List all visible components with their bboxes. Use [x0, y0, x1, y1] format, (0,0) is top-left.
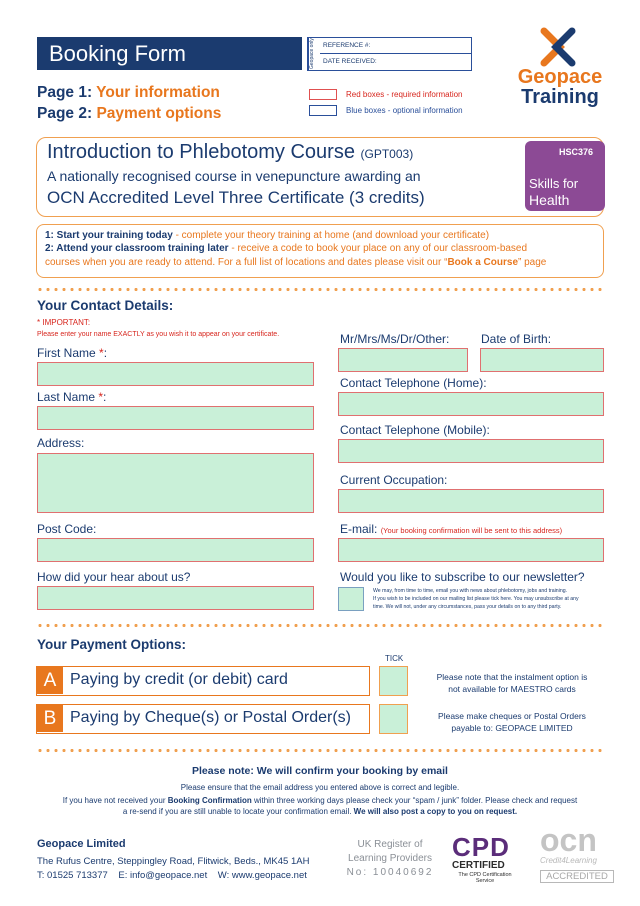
option-a-note-1: Please note that the instalment option is — [436, 672, 588, 682]
first-name-text: First Name — [37, 346, 96, 360]
logo-geopace-text: Geopace — [517, 66, 603, 88]
spam-note-line1 — [0, 796, 640, 805]
course-title — [47, 141, 413, 164]
contact-section-title: Your Contact Details: — [37, 298, 174, 313]
legend-optional-text: Blue boxes - optional information — [346, 106, 463, 115]
email-note: (Your booking confirmation will be sent to this address) — [380, 526, 563, 535]
skills-for-health-badge — [525, 141, 605, 211]
email-label-line — [340, 522, 562, 536]
office-use-label: Geopace only — [308, 38, 320, 70]
confirm-note: Please note: We will confirm your booking by email — [192, 765, 448, 777]
ukrlp-info — [340, 838, 440, 880]
footer-phone: T: 01525 713377 — [37, 870, 108, 881]
ocn-text: ocn — [540, 822, 597, 858]
step2-end: ” page — [518, 257, 547, 268]
tick-label: TICK — [385, 654, 404, 663]
address-label: Address: — [37, 436, 85, 450]
footer-company: Geopace Limited — [37, 838, 126, 850]
dob-label: Date of Birth: — [481, 332, 552, 346]
ukrlp-line3: No: 10040692 — [346, 867, 434, 878]
option-b-note — [422, 710, 602, 734]
option-a-tick-box[interactable] — [379, 666, 408, 696]
step-2-cont — [45, 256, 546, 269]
legend-required-box — [309, 89, 337, 100]
option-b-letter: B — [37, 705, 63, 732]
address-field[interactable] — [37, 453, 314, 513]
tel-home-label: Contact Telephone (Home): — [340, 376, 487, 390]
spam-note-1c: within three working days please check your “spam / junk” folder. Please check and request — [251, 796, 578, 805]
course-subtitle: A nationally recognised course in venepuncture awarding an — [47, 168, 421, 184]
step2-text2: courses when you are ready to attend. For a full list of locations and dates please visit our “ — [45, 257, 448, 268]
important-line — [37, 318, 90, 327]
spam-note-line2 — [0, 807, 640, 816]
geopace-logo-icon — [540, 27, 576, 67]
newsletter-fine-print — [373, 587, 579, 611]
page2-label: Payment options — [96, 105, 222, 122]
tel-mobile-label: Contact Telephone (Mobile): — [340, 423, 490, 437]
logo-training-text: Training — [521, 86, 599, 108]
date-received-field: DATE RECEIVED: — [323, 58, 377, 65]
hear-about-label: How did your hear about us? — [37, 570, 191, 584]
post-code-label: Post Code: — [37, 522, 97, 536]
page2-prefix: Page 2: — [37, 105, 93, 122]
payment-option-b — [36, 704, 370, 734]
ensure-note: Please ensure that the email address you entered above is correct and legible. — [180, 783, 460, 792]
legend-required-text: Red boxes - required information — [346, 90, 463, 99]
first-name-required: * — [99, 346, 104, 360]
course-code: (GPT003) — [360, 147, 414, 161]
option-b-note-2: payable to: GEOPACE LIMITED — [451, 723, 573, 733]
option-a-letter: A — [37, 667, 63, 694]
spam-note-1b: Booking Confirmation — [167, 796, 252, 805]
page1-label: Your information — [96, 84, 220, 101]
badge-line1: Skills for — [529, 176, 579, 191]
ukrlp-line1: UK Register of — [357, 839, 423, 850]
payment-option-a — [36, 666, 370, 696]
first-name-field[interactable] — [37, 362, 314, 386]
spam-note-2a: a re-send if you are still unable to locate your confirmation email. — [122, 807, 354, 816]
divider — [36, 288, 606, 291]
newsletter-label: Would you like to subscribe to our newsletter? — [340, 570, 585, 584]
ukrlp-line2: Learning Providers — [348, 853, 432, 864]
footer-address: The Rufus Centre, Steppingley Road, Flitwick, Beds., MK45 1AH — [37, 856, 310, 867]
reference-field: REFERENCE #: — [320, 38, 471, 54]
option-a-text: Paying by credit (or debit) card — [70, 671, 288, 688]
occupation-field[interactable] — [338, 489, 604, 513]
page1-line — [37, 84, 220, 102]
email-field[interactable] — [338, 538, 604, 562]
option-b-note-1: Please make cheques or Postal Orders — [438, 711, 586, 721]
form-title: Booking Form — [37, 37, 302, 70]
dob-field[interactable] — [480, 348, 604, 372]
step-2 — [45, 242, 527, 255]
title-label: Mr/Mrs/Ms/Dr/Other: — [340, 332, 450, 346]
page1-prefix: Page 1: — [37, 84, 93, 101]
step-1 — [45, 229, 489, 242]
option-b-tick-box[interactable] — [379, 704, 408, 734]
cpd-text: CPD — [452, 832, 510, 862]
footer-web[interactable]: W: www.geopace.net — [217, 870, 307, 881]
spam-note-2b: We will also post a copy to you on request. — [353, 807, 518, 816]
ocn-credit4learning: Credit4Learning — [540, 856, 597, 865]
newsletter-fine-1: We may, from time to time, email you with news about phlebotomy, jobs and training. — [373, 588, 568, 594]
steps-box — [36, 224, 604, 278]
last-name-colon: : — [103, 390, 107, 404]
badge-code: HSC376 — [558, 147, 593, 157]
post-code-field[interactable] — [37, 538, 314, 562]
cpd-service-1: The CPD Certification — [458, 872, 512, 878]
last-name-text: Last Name — [37, 390, 96, 404]
option-a-note — [422, 671, 602, 695]
option-a-note-2: not available for MAESTRO cards — [448, 684, 576, 694]
email-label: E-mail: — [340, 522, 378, 536]
first-name-colon: : — [103, 346, 108, 360]
footer-contacts — [37, 870, 307, 881]
option-b-text: Paying by Cheque(s) or Postal Order(s) — [70, 709, 351, 726]
hear-about-field[interactable] — [37, 586, 314, 610]
tel-home-field[interactable] — [338, 392, 604, 416]
ocn-accredited: ACCREDITED — [540, 870, 614, 883]
occupation-label: Current Occupation: — [340, 473, 448, 487]
cpd-service-2: Service — [475, 878, 495, 884]
newsletter-fine-3: time. We will not, under any circumstances, pass your details on to any third party. — [373, 604, 562, 610]
page2-line — [37, 105, 221, 123]
last-name-required: * — [98, 390, 104, 404]
first-name-label — [37, 346, 107, 360]
step2-text: - receive a code to book your place on any of our classroom-based — [228, 243, 528, 254]
ocn-accredited-logo — [536, 822, 616, 888]
last-name-label — [37, 390, 106, 404]
step1-text: - complete your theory training at home (and download your certificate) — [172, 230, 490, 241]
divider — [36, 749, 606, 752]
last-name-field[interactable] — [37, 406, 314, 430]
important-star: * — [37, 318, 41, 327]
cpd-certified-text: CERTIFIED — [452, 860, 505, 871]
badge-line2: Health — [529, 192, 570, 208]
footer-email[interactable]: E: info@geopace.net — [118, 870, 208, 881]
legend-optional-box — [309, 105, 337, 116]
title-field[interactable] — [338, 348, 468, 372]
book-a-course-link[interactable]: Book a Course — [447, 257, 519, 268]
important-text: Please enter your name EXACTLY as you wish it to appear on your certificate. — [37, 331, 280, 338]
newsletter-checkbox[interactable] — [338, 587, 364, 611]
cpd-service — [450, 872, 520, 884]
step2-bold: 2: Attend your classroom training later — [45, 243, 229, 254]
office-use-box — [307, 37, 472, 71]
important-label: IMPORTANT: — [42, 318, 91, 327]
payment-section-title: Your Payment Options: — [37, 637, 187, 652]
newsletter-fine-2: If you wish to be included on our mailing list please tick here. You may unsubscribe at any — [373, 596, 579, 602]
cpd-certified-logo — [450, 826, 520, 888]
step1-bold: 1: Start your training today — [45, 230, 173, 241]
course-title-text: Introduction to Phlebotomy Course — [47, 141, 355, 163]
divider — [36, 624, 606, 627]
course-certificate: OCN Accredited Level Three Certificate (3 credits) — [47, 188, 425, 207]
tel-mobile-field[interactable] — [338, 439, 604, 463]
spam-note-1a: If you have not received your — [62, 796, 168, 805]
